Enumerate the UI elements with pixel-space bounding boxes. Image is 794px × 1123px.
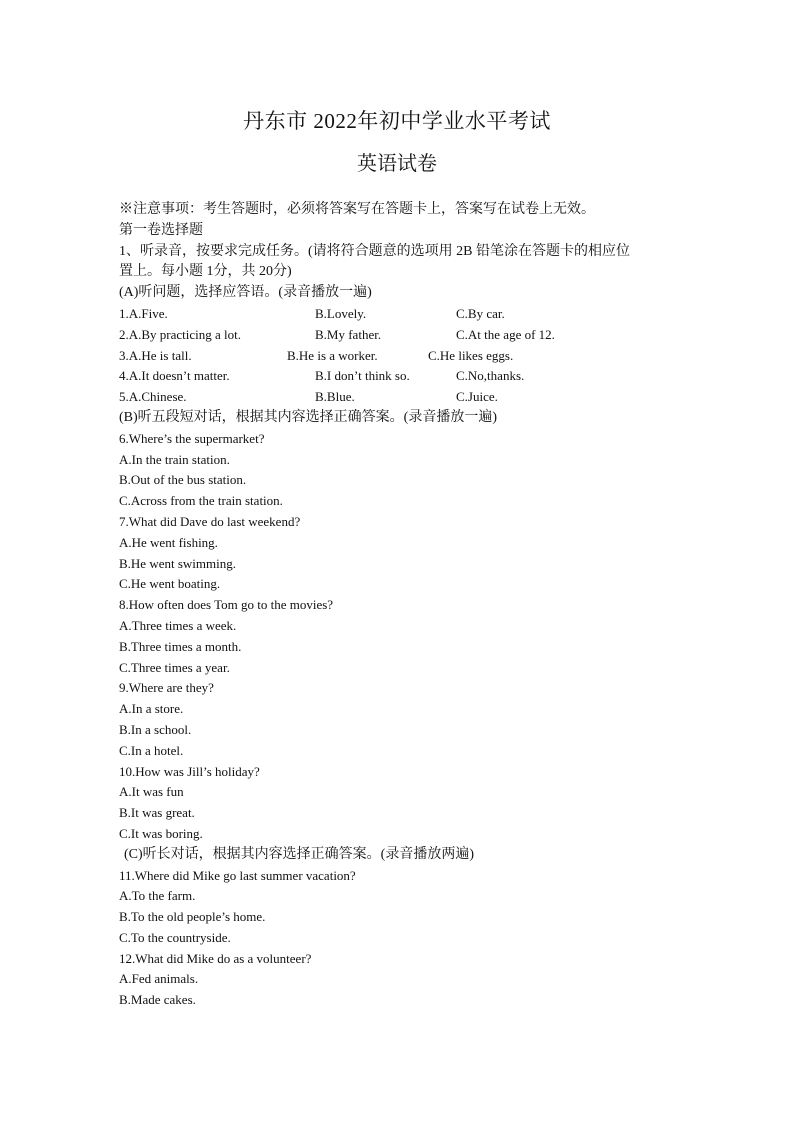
answer-option: C.Across from the train station. <box>119 493 283 509</box>
section1-heading-line1: 1、听录音，按要求完成任务。(请将符合题意的选项用 2B 铅笔涂在答题卡的相应位 <box>119 243 630 259</box>
answer-option: C.Three times a year. <box>119 659 230 675</box>
answer-option: C.To the countryside. <box>119 929 231 945</box>
question-text: 11.Where did Mike go last summer vacation? <box>119 867 356 883</box>
answer-option: B.To the old people’s home. <box>119 909 266 925</box>
answer-option: B.Made cakes. <box>119 992 196 1008</box>
option-c: C.At the age of 12. <box>456 326 555 342</box>
option-b: B.My father. <box>315 326 382 342</box>
partC-heading: (C)听长对话，根据其内容选择正确答案。(录音播放两遍) <box>124 846 474 862</box>
question-text: 12.What did Mike do as a volunteer? <box>119 950 312 966</box>
answer-option: A.In a store. <box>119 701 184 717</box>
answer-option: A.It was fun <box>119 784 184 800</box>
option-b: B.He is a worker. <box>287 347 378 363</box>
answer-option: C.In a hotel. <box>119 742 184 758</box>
option-c: C.No,thanks. <box>456 368 525 384</box>
answer-option: B.Three times a month. <box>119 638 242 654</box>
option-c: C.Juice. <box>456 389 498 405</box>
answer-option: A.In the train station. <box>119 451 230 467</box>
volume-title: 第一卷选择题 <box>119 222 203 238</box>
exam-body <box>119 200 649 1011</box>
notice-text: ※注意事项：考生答题时，必须将答案写在答题卡上，答案写在试卷上无效。 <box>119 202 595 217</box>
answer-option: A.Fed animals. <box>119 971 199 987</box>
exam-title: 丹东市 2022年初中学业水平考试 <box>243 109 551 133</box>
answer-option: C.He went boating. <box>119 576 221 592</box>
exam-subtitle: 英语试卷 <box>357 153 437 175</box>
answer-option: C.It was boring. <box>119 825 203 841</box>
option-c: C.He likes eggs. <box>428 347 514 363</box>
option-b: B.I don’t think so. <box>315 368 410 384</box>
partA-row-3 <box>119 346 649 367</box>
question-text: 6.Where’s the supermarket? <box>119 430 265 446</box>
answer-option: A.He went fishing. <box>119 534 218 550</box>
question-text: 8.How often does Tom go to the movies? <box>119 597 334 613</box>
section1-heading-line2: 置上。每小题 1分，共 20分) <box>119 264 292 280</box>
option-c: C.By car. <box>456 305 505 321</box>
partA-row-4 <box>119 366 649 387</box>
option-a: 1.A.Five. <box>119 305 168 321</box>
option-b: B.Lovely. <box>315 305 367 321</box>
partA-row-5 <box>119 387 649 408</box>
partA-heading: (A)听问题，选择应答语。(录音播放一遍) <box>119 285 372 301</box>
partB-heading: (B)听五段短对话，根据其内容选择正确答案。(录音播放一遍) <box>119 409 497 425</box>
option-a: 3.A.He is tall. <box>119 347 192 363</box>
option-a: 2.A.By practicing a lot. <box>119 326 242 342</box>
answer-option: A.To the farm. <box>119 888 196 904</box>
option-b: B.Blue. <box>315 389 355 405</box>
question-text: 10.How was Jill’s holiday? <box>119 763 260 779</box>
answer-option: B.It was great. <box>119 805 195 821</box>
question-text: 9.Where are they? <box>119 680 214 696</box>
partA-row-2 <box>119 325 649 346</box>
partA-row-1 <box>119 304 649 325</box>
answer-option: B.Out of the bus station. <box>119 472 247 488</box>
question-text: 7.What did Dave do last weekend? <box>119 513 301 529</box>
option-a: 4.A.It doesn’t matter. <box>119 368 230 384</box>
answer-option: B.He went swimming. <box>119 555 236 571</box>
option-a: 5.A.Chinese. <box>119 389 187 405</box>
answer-option: B.In a school. <box>119 721 192 737</box>
answer-option: A.Three times a week. <box>119 617 237 633</box>
